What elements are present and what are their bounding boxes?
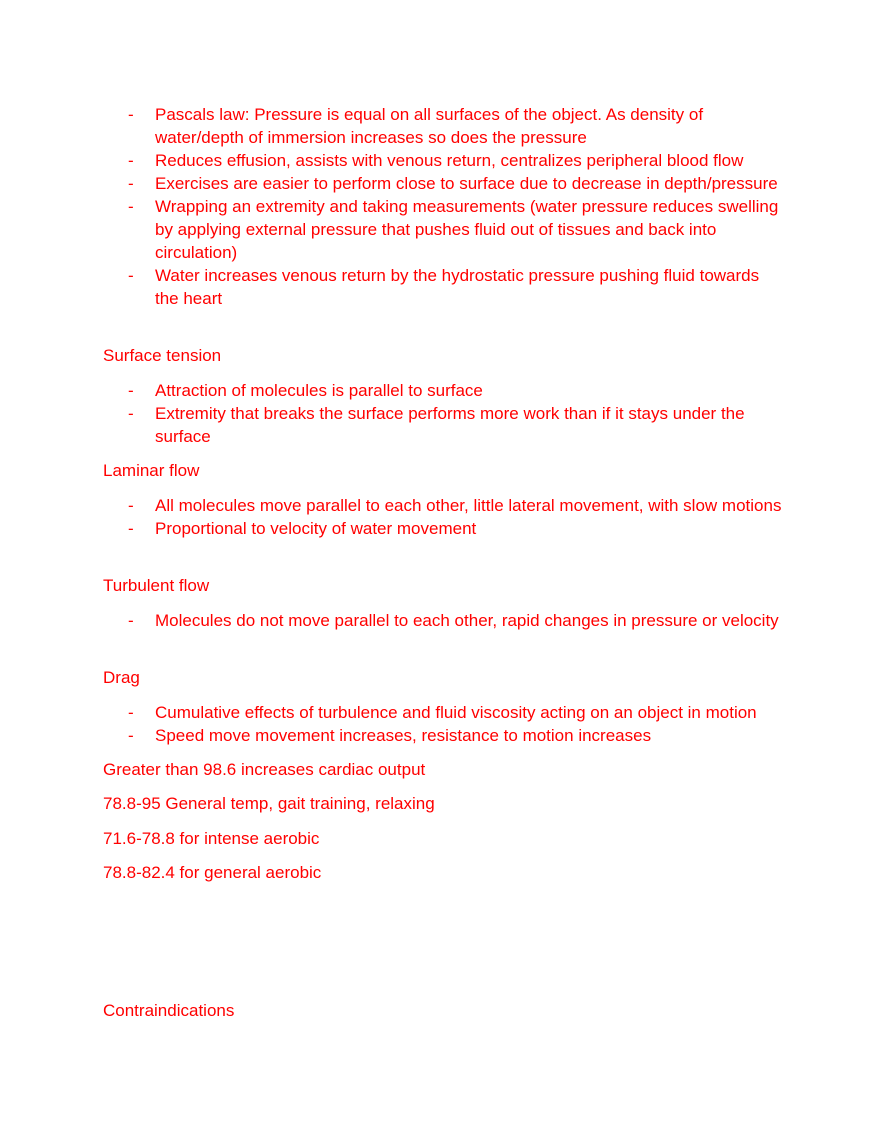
temp-general: 78.8-95 General temp, gait training, relaxing: [103, 794, 435, 813]
temp-intense-aerobic: 71.6-78.8 for intense aerobic: [103, 829, 320, 848]
list-item: [0, 609, 880, 632]
bullet-dash: -: [128, 266, 134, 285]
list-item: [0, 379, 880, 402]
bullet-text: All molecules move parallel to each other, little lateral movement, with slow motions: [155, 496, 782, 515]
bullet-text: Extremity that breaks the surface performs more work than if it stays under the surface: [155, 404, 745, 446]
surface-tension-heading: Surface tension: [103, 346, 222, 365]
list-item: [0, 402, 880, 448]
bullet-dash: -: [128, 726, 134, 745]
list-item: [0, 195, 880, 264]
bullet-dash: -: [128, 381, 134, 400]
bullet-text: Reduces effusion, assists with venous return, centralizes peripheral blood flow: [155, 151, 744, 170]
contraindications-heading: Contraindications: [103, 1001, 235, 1020]
list-item: [0, 149, 880, 172]
bullet-text: Exercises are easier to perform close to surface due to decrease in depth/pressure: [155, 174, 778, 193]
drag-heading: Drag: [103, 668, 140, 687]
bullet-text: Water increases venous return by the hydrostatic pressure pushing fluid towards the heart: [155, 266, 760, 308]
bullet-dash: -: [128, 174, 134, 193]
bullet-text: Proportional to velocity of water movement: [155, 519, 477, 538]
bullet-text: Pascals law: Pressure is equal on all surfaces of the object. As density of water/depth of immersion increases so does the pressure: [155, 105, 704, 147]
turbulent-flow-list: [0, 609, 880, 632]
temp-cardiac-output: Greater than 98.6 increases cardiac output: [103, 760, 426, 779]
bullet-text: Wrapping an extremity and taking measurements (water pressure reduces swelling by applying external pressure that pushes fluid out of tissues and back into circulation): [155, 197, 779, 262]
bullet-dash: -: [128, 703, 134, 722]
bullet-dash: -: [128, 404, 134, 423]
list-item: [0, 264, 880, 310]
bullet-text: Speed move movement increases, resistance to motion increases: [155, 726, 652, 745]
bullet-dash: -: [128, 496, 134, 515]
bullet-text: Molecules do not move parallel to each other, rapid changes in pressure or velocity: [155, 611, 779, 630]
list-item: [0, 517, 880, 540]
bullet-dash: -: [128, 105, 134, 124]
bullet-text: Cumulative effects of turbulence and fluid viscosity acting on an object in motion: [155, 703, 757, 722]
bullet-dash: -: [128, 151, 134, 170]
list-item: [0, 724, 880, 747]
hydrostatic-bullet-list: [0, 103, 880, 310]
temp-general-aerobic: 78.8-82.4 for general aerobic: [103, 863, 322, 882]
surface-tension-list: [0, 379, 880, 448]
list-item: [0, 172, 880, 195]
turbulent-flow-heading: Turbulent flow: [103, 576, 210, 595]
drag-list: [0, 701, 880, 747]
bullet-dash: -: [128, 519, 134, 538]
list-item: [0, 701, 880, 724]
list-item: [0, 494, 880, 517]
bullet-dash: -: [128, 197, 134, 216]
bullet-dash: -: [128, 611, 134, 630]
laminar-flow-list: [0, 494, 880, 540]
bullet-text: Attraction of molecules is parallel to surface: [155, 381, 483, 400]
list-item: [0, 103, 880, 149]
laminar-flow-heading: Laminar flow: [103, 461, 200, 480]
